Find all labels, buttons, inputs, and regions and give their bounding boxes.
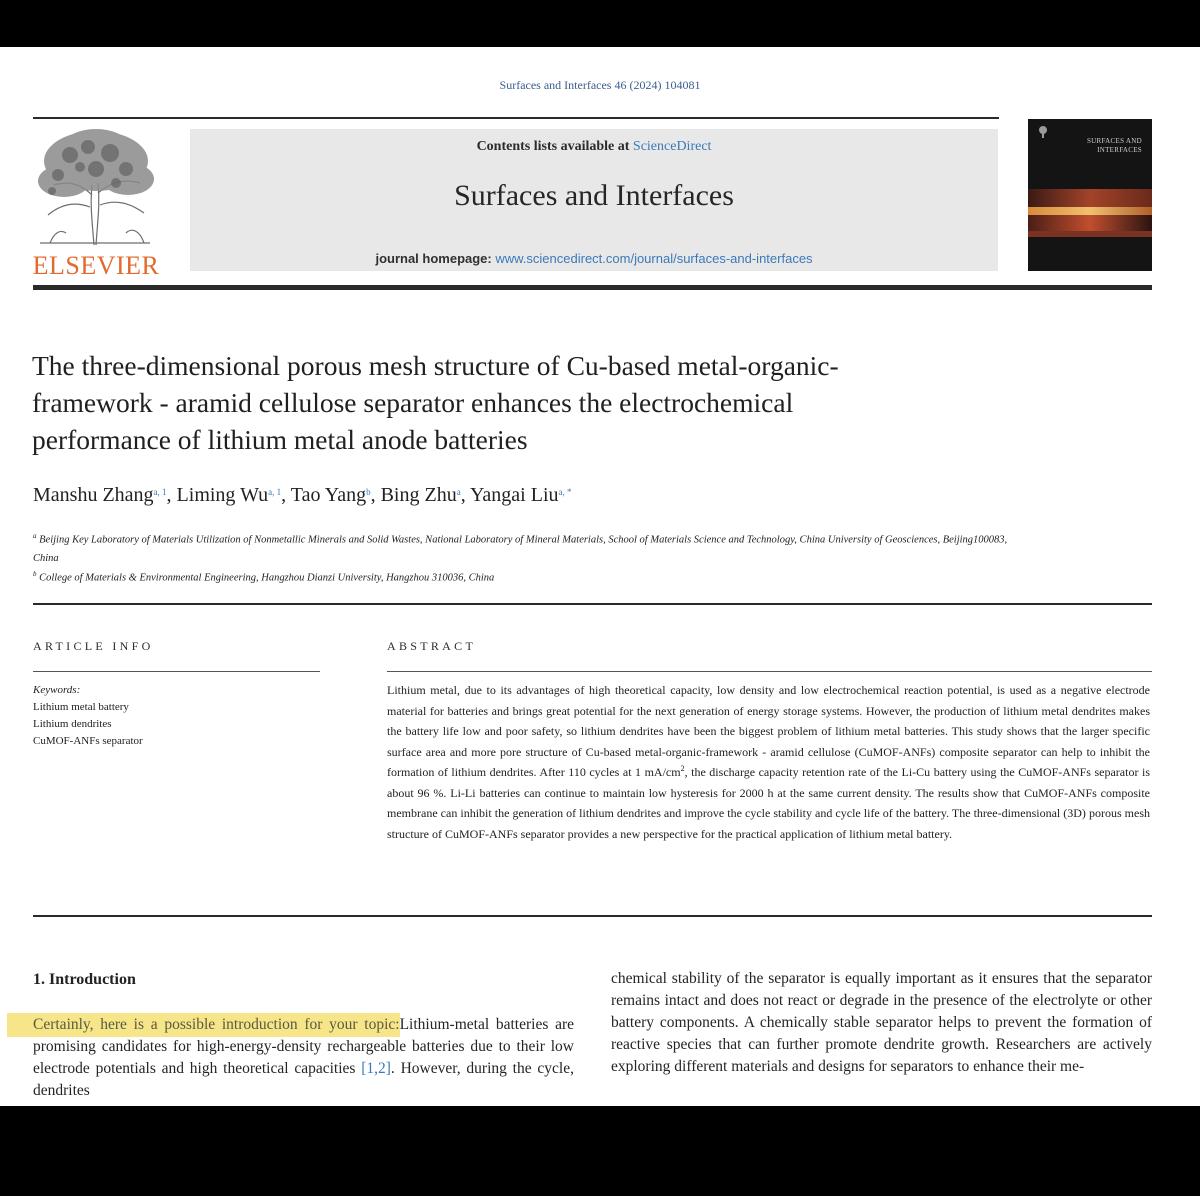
cover-title: SURFACES AND INTERFACES: [1086, 137, 1142, 154]
homepage-link[interactable]: www.sciencedirect.com/journal/surfaces-and-interfaces: [495, 251, 813, 266]
abstract-part: , the discharge capacity retention rate of the Li-Cu battery using the CuMOF-ANFs separator is about 96 %. Li-Li batteries can continue to maintain low hysteresis for 2000 h at the same current density. The results show that CuMOF-ANFs composite membrane can inhibit the generation of lithium dendrites and improve the cycle stability and cycle life of the battery. The three-dimensional (3D) porous mesh structure of CuMOF-ANFs separator provides a new perspective for the practical application of lithium metal battery.: [387, 765, 1150, 841]
article-info-heading: ARTICLE INFO: [33, 639, 154, 653]
journal-citation[interactable]: Surfaces and Interfaces 46 (2024) 104081: [499, 78, 701, 92]
affiliation-b: [33, 565, 1023, 588]
contents-availability: [190, 139, 998, 155]
journal-cover-thumbnail[interactable]: [1028, 119, 1152, 271]
journal-homepage: [190, 251, 998, 266]
article-info-rule: [33, 671, 320, 672]
abstract-part: Lithium metal, due to its advantages of high theoretical capacity, low density and low electrochemical reaction potential, is used as a negative electrode material for batteries and brings great potential for the next generation of energy storage systems. However, the production of lithium metal dendrites makes the battery life low and poor safety, so lithium dendrites have been the biggest problem of lithium metal batteries. This study shows that the larger specific surface area and more pore structure of Cu-based metal-organic-framework - aramid cellulose (CuMOF-ANFs) composite separator can help to inhibit the formation of lithium dendrites. After 110 cycles at 1 mA/cm: [387, 683, 1150, 779]
cover-stripe: [1028, 189, 1152, 207]
affiliation-text: College of Materials & Environmental Engineering, Hangzhou Dianzi University, Hangzhou 310036, China: [39, 572, 495, 584]
author-affiliation-mark[interactable]: a: [456, 487, 461, 497]
keyword-item[interactable]: CuMOF-ANFs separator: [33, 735, 143, 747]
affiliation-mark: b: [33, 570, 37, 578]
keyword-item[interactable]: Lithium metal battery: [33, 701, 129, 713]
citation-link[interactable]: [1,2]: [361, 1060, 391, 1077]
author-name[interactable]: Manshu Zhang: [33, 484, 154, 506]
publisher-name: ELSEVIER: [32, 251, 160, 280]
cover-stripe: [1028, 231, 1152, 237]
cover-tree-icon: [1036, 125, 1050, 139]
introduction-right-column: chemical stability of the separator is equally important as it ensures that the separator remains intact and does not react or degrade in the presence of the electrolyte or other battery components. A chemically stable separator helps to prevent the formation of reactive species that can further promote dendrite growth. Researchers are actively exploring different materials and designs for separators to enhance their me-: [611, 970, 1152, 1075]
author-name[interactable]: Yangai Liu: [469, 484, 559, 506]
sciencedirect-link[interactable]: ScienceDirect: [632, 139, 712, 154]
keywords-label: Keywords:: [33, 684, 81, 696]
article-page: [0, 47, 1200, 1106]
section-divider: [33, 915, 1152, 917]
keywords-block: [33, 682, 143, 750]
bottom-black-bar: [0, 1106, 1200, 1196]
author-affiliation-mark[interactable]: a, 1: [268, 487, 282, 497]
header-top-rule: [33, 117, 999, 119]
journal-title[interactable]: Surfaces and Interfaces: [454, 179, 734, 212]
affiliation-mark: a: [33, 532, 37, 540]
abstract-rule: [387, 671, 1152, 672]
abstract-text: [387, 680, 1150, 844]
author-list: Manshu Zhang$^{a, 1}$, Liming Wu$^{a, 1}$, Tao Yang$^b$, Bing Zhu$^a$, Yangai Liu$^{a, *}$: [33, 484, 572, 506]
contents-prefix: Contents lists available at: [476, 139, 633, 154]
abstract-heading: ABSTRACT: [387, 639, 477, 653]
cover-stripe: [1028, 215, 1152, 231]
journal-banner: [190, 129, 998, 271]
affiliation-text: Beijing Key Laboratory of Materials Utilization of Nonmetallic Minerals and Solid Wastes, National Laboratory of Mineral Materials, School of Materials Science and Technology, China University of Geosciences, Beijing100083, China: [33, 534, 1008, 564]
highlighted-phrase: Certainly, here is a possible introduction for your topic:: [7, 1013, 400, 1037]
keyword-item[interactable]: Lithium dendrites: [33, 718, 112, 730]
introduction-heading: 1. Introduction: [33, 971, 136, 988]
author-name[interactable]: Liming Wu: [176, 484, 269, 506]
homepage-label: journal homepage:: [375, 251, 496, 266]
author-affiliation-mark[interactable]: a, 1: [153, 487, 167, 497]
section-divider: [33, 603, 1152, 605]
author-name[interactable]: Tao Yang: [290, 484, 367, 506]
publisher-logo: [30, 125, 160, 280]
header-bottom-rule: [33, 285, 1152, 290]
tree-icon: [30, 125, 160, 247]
article-title: The three-dimensional porous mesh structure of Cu-based metal-organic-framework - aramid cellulose separator enhances the electrochemical performance of lithium metal anode batteries: [32, 350, 839, 455]
intro-text: Lithium-metal batteries are promising candidates for high-energy-density rechargeable batteries due to their low electrode potentials and high theoretical capacities: [33, 1016, 574, 1077]
author-affiliation-mark[interactable]: a, *: [558, 487, 572, 497]
intro-text: . However, during the cycle, dendrites: [33, 1060, 574, 1099]
cover-stripe: [1028, 207, 1152, 215]
author-affiliation-mark[interactable]: b: [366, 487, 371, 497]
author-name[interactable]: Bing Zhu: [380, 484, 457, 506]
affiliation-a: [33, 527, 1023, 568]
superscript: 2: [680, 764, 685, 773]
introduction-left-column: [33, 1014, 574, 1102]
